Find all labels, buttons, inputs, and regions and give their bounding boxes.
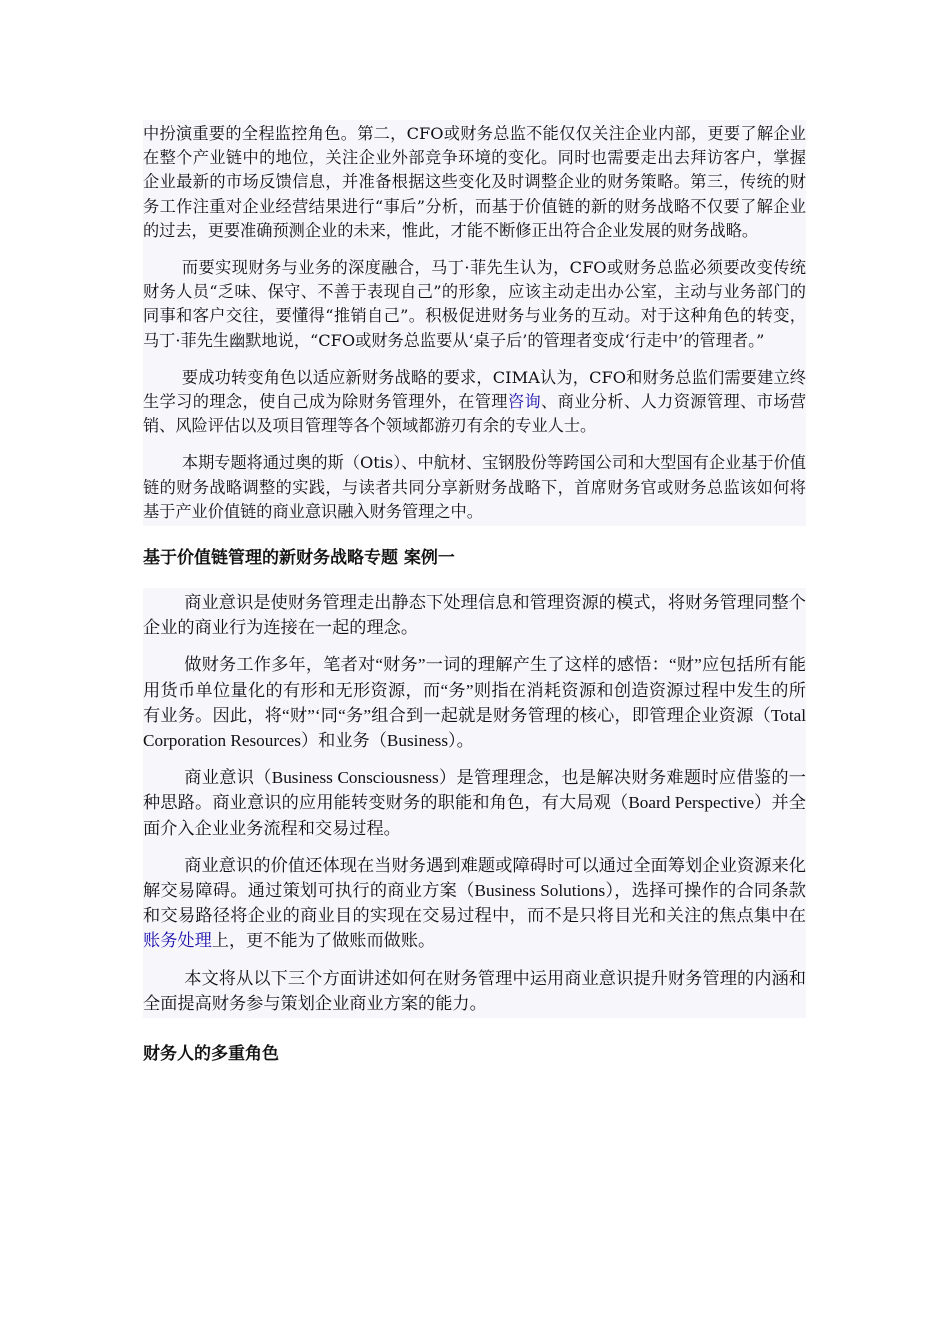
consulting-link[interactable]: 咨询 [507,392,542,412]
paragraph: 商业意识是使财务管理走出静态下处理信息和管理资源的模式，将财务管理同整个企业的商业行为连接在一起的理念。 [143,593,806,638]
paragraph-text: 商业意识的价值还体现在当财务遇到难题或障碍时可以通过全面筹划企业资源来化解交易障碍。通过策划可执行的商业方案（Business Solutions），选择可操作的合同条款和交易路径将企业的商业目的实现在交易过程中，而不是只将目光和关注的焦点集中在 [143,855,806,926]
paragraph: 做财务工作多年，笔者对“财务”一词的理解产生了这样的感悟：“财”应包括所有能用货币单位量化的有形和无形资源，而“务”则指在消耗资源和创造资源过程中发生的所有业务。因此，将“财”‘同“务”组合到一起就是财务管理的核心，即管理企业资源（Total Corporation Resources）和业务（Business）。 [143,655,806,751]
paragraph-text: 上，更不能为了做账而做账。 [211,931,436,951]
paragraph: 本文将从以下三个方面讲述如何在财务管理中运用商业意识提升财务管理的内涵和全面提高财务参与策划企业商业方案的能力。 [143,968,806,1013]
paragraph [143,853,806,954]
paragraph-text: 要成功转变角色以适应新财务战略的要求，CIMA认为，CFO和财务总监们需要建立终生学习的理念，使自己成为除财务管理外，在管理 [143,367,806,412]
paragraph: 而要实现财务与业务的深度融合，马丁·菲先生认为，CFO或财务总监必须要改变传统财务人员“乏味、保守、不善于表现自己”的形象，应该主动走出办公室，主动与业务部门的同事和客户交往，要懂得“推销自己”。积极促进财务与业务的互动。对于这种角色的转变，马丁·菲先生幽默地说，“CFO或财务总监要从‘桌子后’的管理者变成‘行走中’的管理者。” [143,258,806,350]
accounting-link[interactable]: 账务处理 [143,931,212,951]
case-section [143,588,806,1018]
paragraph: 本期专题将通过奥的斯（Otis）、中航材、宝钢股份等跨国公司和大型国有企业基于价值链的财务战略调整的实践，与读者共同分享新财务战略下，首席财务官或财务总监该如何将基于产业价值链的商业意识融入财务管理之中。 [143,453,806,521]
article-body [143,120,806,1066]
section-heading: 财务人的多重角色 [143,1044,279,1065]
paragraph [143,366,806,439]
intro-section [143,120,806,526]
paragraph: 商业意识（Business Consciousness）是管理理念，也是解决财务难题时应借鉴的一种思路。商业意识的应用能转变财务的职能和角色，有大局观（Board Perspective）并全面介入企业业务流程和交易过程。 [143,768,806,838]
paragraph-text: 、商业分析、人力资源管理、市场营销、风险评估以及项目管理等各个领域都游刃有余的专业人士。 [143,392,807,436]
section-heading: 基于价值链管理的新财务战略专题 案例一 [143,548,455,569]
paragraph: 中扮演重要的全程监控角色。第二，CFO或财务总监不能仅仅关注企业内部，更要了解企业在整个产业链中的地位，关注企业外部竞争环境的变化。同时也需要走出去拜访客户，掌握企业最新的市场反馈信息，并准备根据这些变化及时调整企业的财务策略。第三，传统的财务工作注重对企业经营结果进行“事后”分析，而基于价值链的新的财务战略不仅要了解企业的过去，更要准确预测企业的未来，惟此，才能不断修正出符合企业发展的财务战略。 [143,124,806,240]
